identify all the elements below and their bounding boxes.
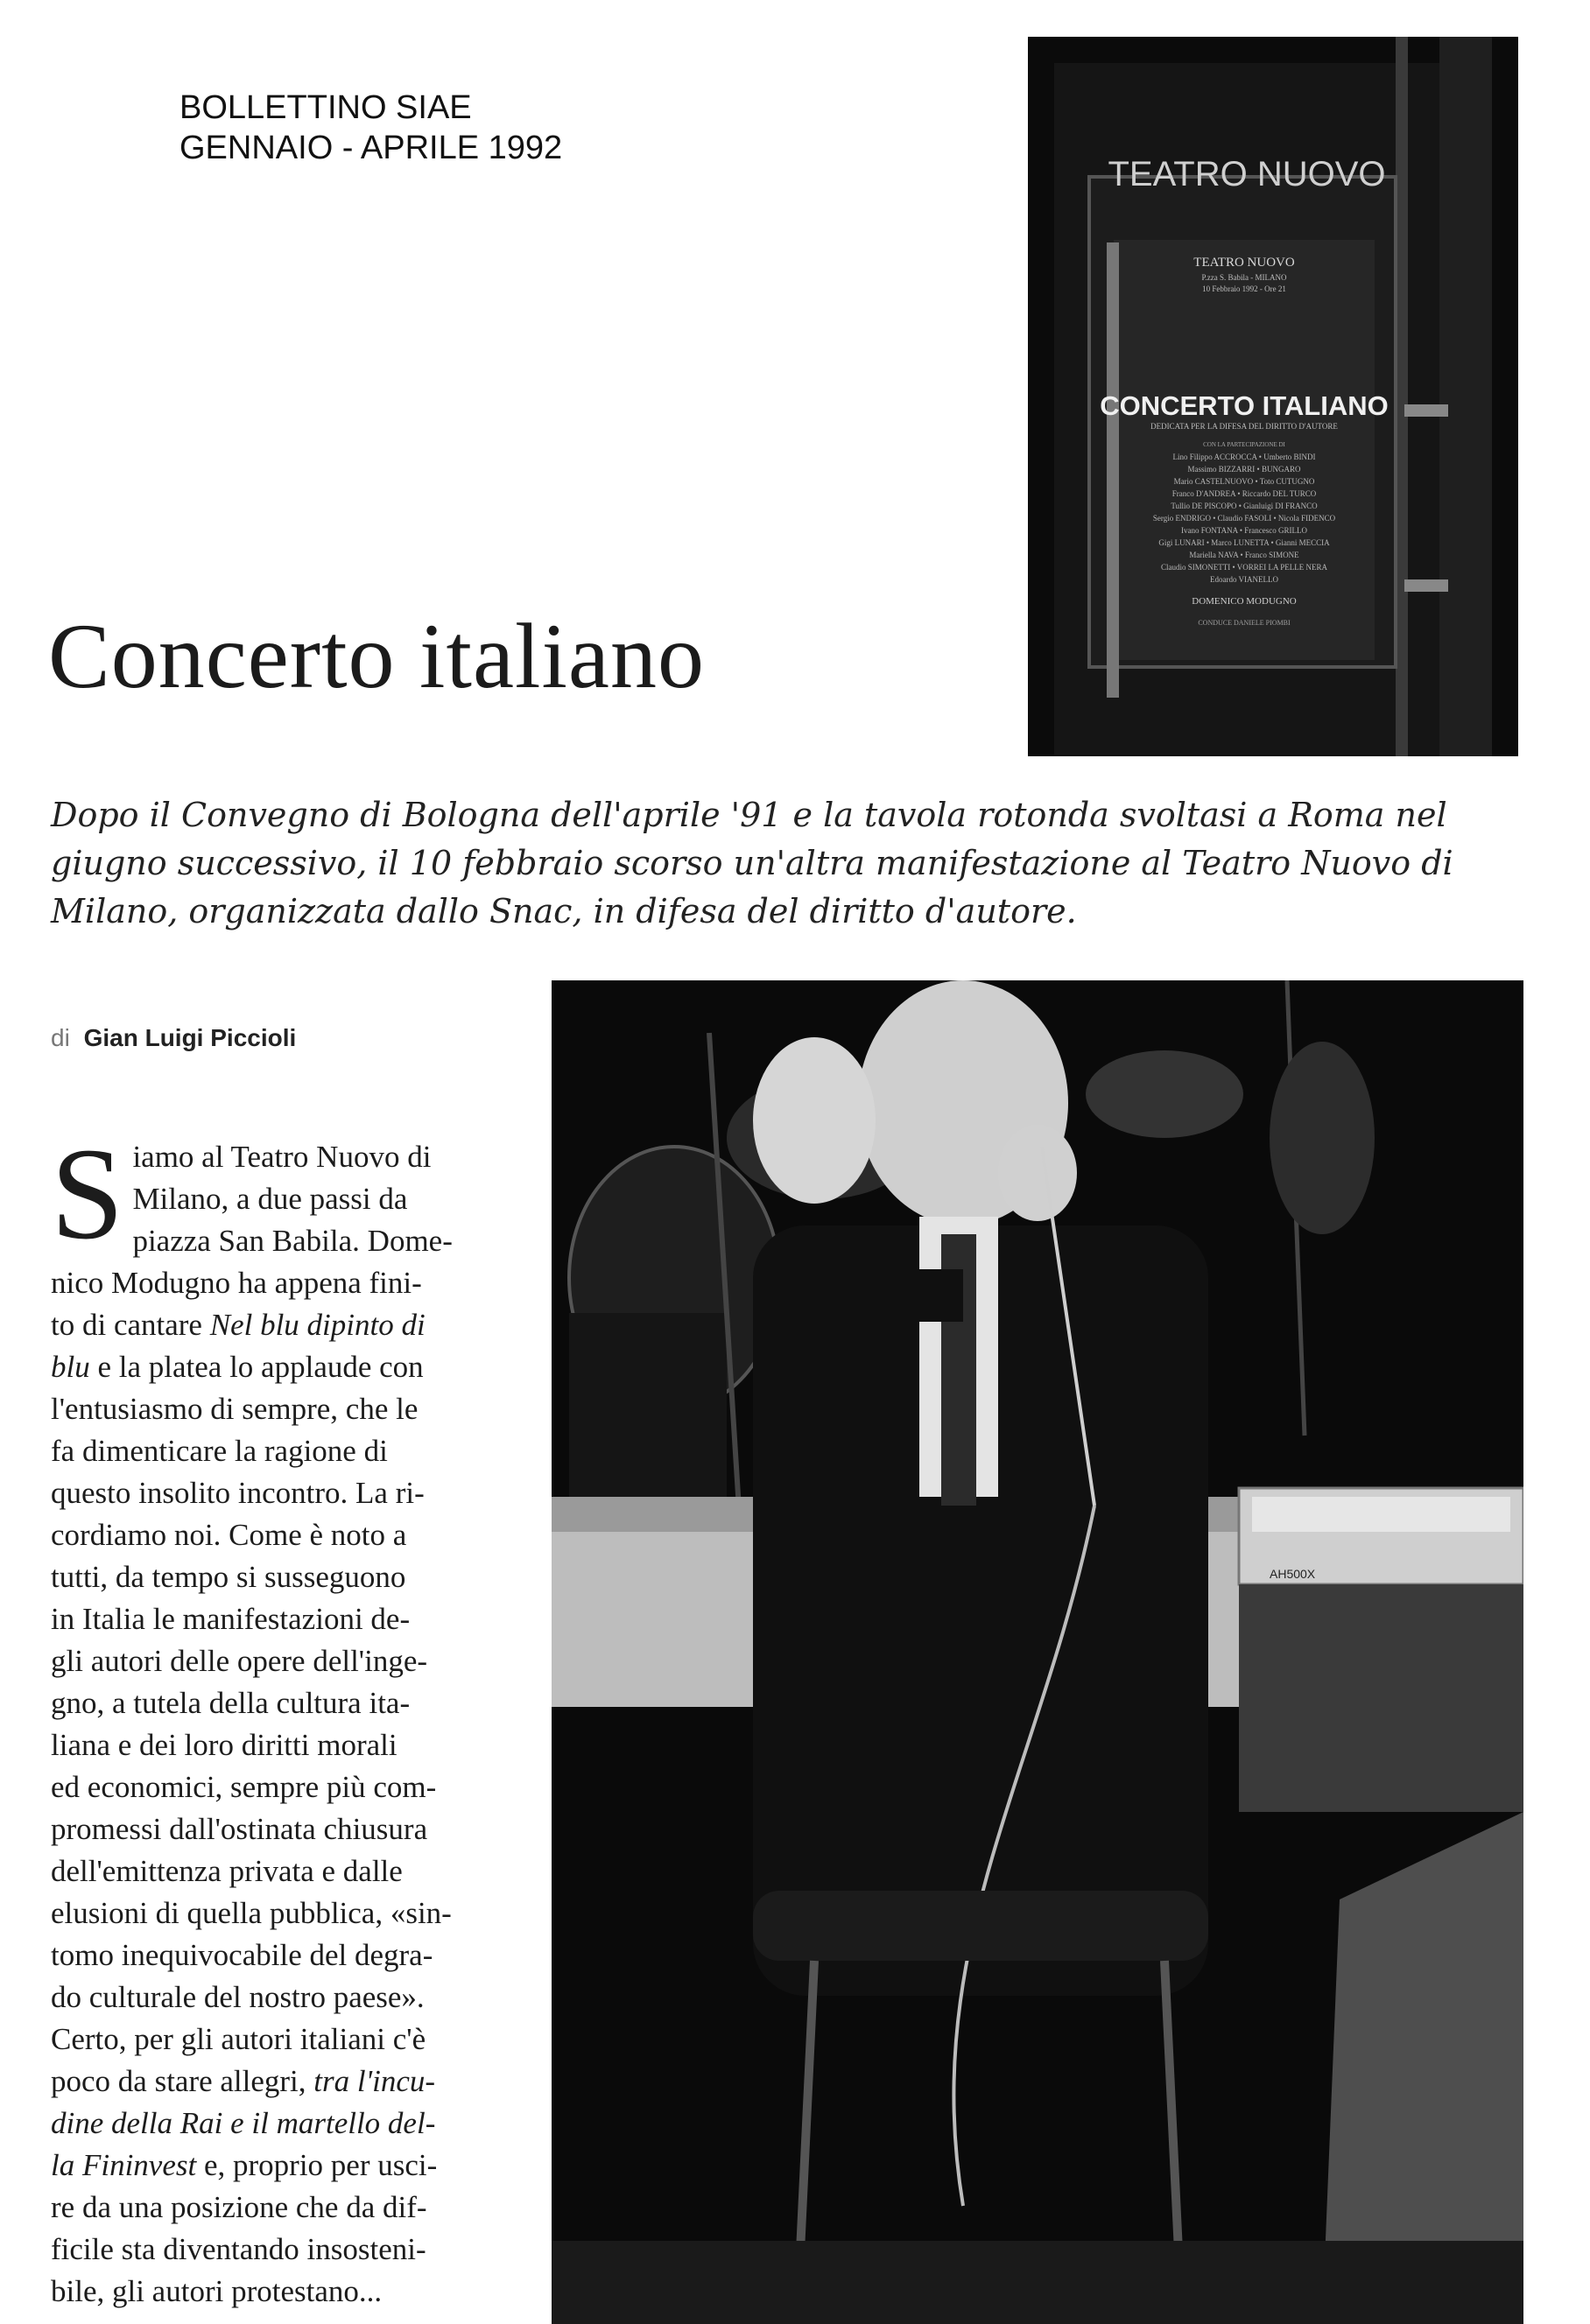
- body-line: promessi dall'ostinata chiusura: [51, 1812, 428, 1846]
- body-line: re da una posizione che da dif-: [51, 2190, 427, 2224]
- header: [179, 88, 562, 168]
- body-line: tomo inequivocabile del degra-: [51, 1938, 433, 1972]
- poster-name-line: Edoardo VIANELLO: [1209, 575, 1279, 584]
- body-line: gno, a tutela della cultura ita-: [51, 1686, 411, 1720]
- poster-name-line: Massimo BIZZARRI • BUNGARO: [1187, 465, 1301, 474]
- poster-participants-intro: CON LA PARTECIPAZIONE DI: [1203, 441, 1285, 448]
- body-line: piazza San Babila. Dome-: [132, 1224, 453, 1258]
- poster-conducts: CONDUCE DANIELE PIOMBI: [1198, 619, 1291, 627]
- body-line: tutti, da tempo si susseguono: [51, 1560, 406, 1594]
- article-body: [51, 1121, 519, 2313]
- body-line: in Italia le manifestazioni de-: [51, 1602, 411, 1636]
- body-line: cordiamo noi. Come è noto a: [51, 1518, 407, 1552]
- body-line-mixed: [51, 2061, 519, 2103]
- italic-phrase: dine della Rai e il martello del-: [51, 2106, 436, 2140]
- poster-name-line: Mario CASTELNUOVO • Toto CUTUGNO: [1173, 477, 1315, 486]
- body-line: do culturale del nostro paese».: [51, 1980, 425, 2014]
- body-text: poco da stare allegri,: [51, 2064, 314, 2098]
- italic-phrase: la Fininvest: [51, 2148, 197, 2182]
- poster-address: P.zza S. Babila - MILANO: [1201, 273, 1287, 282]
- body-line: bile, gli autori protestano...: [51, 2274, 383, 2308]
- poster-scene: [1028, 37, 1518, 756]
- body-line: iamo al Teatro Nuovo di: [132, 1140, 432, 1174]
- poster-date: 10 Febbraio 1992 - Ore 21: [1202, 284, 1286, 293]
- poster-name-line: Ivano FONTANA • Francesco GRILLO: [1181, 526, 1307, 535]
- body-line: questo insolito incontro. La ri-: [51, 1476, 425, 1510]
- byline: [51, 1024, 296, 1052]
- song-title-end: blu: [51, 1350, 90, 1384]
- body-text: e, proprio per usci-: [196, 2148, 438, 2182]
- poster-venue: TEATRO NUOVO: [1193, 256, 1295, 270]
- body-line: liana e dei loro diritti morali: [51, 1728, 398, 1762]
- article-title: Concerto italiano: [48, 605, 705, 707]
- publication-date: GENNAIO - APRILE 1992: [179, 130, 563, 166]
- body-line: nico Modugno ha appena fini-: [51, 1266, 422, 1300]
- body-line: fa dimenticare la ragione di: [51, 1434, 388, 1468]
- poster-sign: TEATRO NUOVO: [1108, 155, 1386, 193]
- poster-name-line: Tullio DE PISCOPO • Gianluigi DI FRANCO: [1171, 502, 1318, 510]
- stage-scene: [552, 980, 1523, 2324]
- body-line: ed economici, sempre più com-: [51, 1770, 437, 1804]
- poster-name-line: Gigi LUNARI • Marco LUNETTA • Gianni MECCIA: [1158, 538, 1330, 547]
- poster-name-line: Mariella NAVA • Franco SIMONE: [1189, 551, 1299, 559]
- song-title: Nel blu dipinto di: [209, 1308, 426, 1342]
- body-line: gli autori delle opere dell'inge-: [51, 1644, 428, 1678]
- stage-photo: [552, 980, 1523, 2324]
- poster-special: DOMENICO MODUGNO: [1192, 596, 1297, 607]
- body-line: Certo, per gli autori italiani c'è: [51, 2022, 426, 2056]
- italic-phrase: tra l'incu-: [313, 2064, 436, 2098]
- poster-subline: DEDICATA PER LA DIFESA DEL DIRITTO D'AUTORE: [1150, 422, 1338, 431]
- body-line: dell'emittenza privata e dalle: [51, 1854, 403, 1888]
- article-lede: Dopo il Convegno di Bologna dell'aprile '91 e la tavola rotonda svoltasi a Roma nel giugno successivo, il 10 febbraio scorso un'altra manifestazione al Teatro Nuovo di Milano, organizzata dallo Snac, in difesa del diritto d'autore.: [51, 796, 1453, 930]
- body-line: [51, 2103, 519, 2145]
- drop-cap: S: [51, 1121, 124, 1267]
- body-text: e la platea lo applaude con: [89, 1350, 424, 1384]
- body-line-mixed: [51, 1346, 519, 1388]
- byline-prefix: di: [51, 1024, 70, 1051]
- poster-headline: CONCERTO ITALIANO: [1100, 390, 1389, 421]
- poster-name-line: Lino Filippo ACCROCCA • Umberto BINDI: [1172, 453, 1316, 461]
- poster-name-line: Sergio ENDRIGO • Claudio FASOLI • Nicola FIDENCO: [1152, 514, 1336, 523]
- theatre-poster-photo: [1028, 37, 1518, 756]
- body-line: l'entusiasmo di sempre, che le: [51, 1392, 419, 1426]
- body-line: elusioni di quella pubblica, «sin-: [51, 1896, 452, 1930]
- equipment-label: AH500X: [1270, 1567, 1316, 1581]
- publication-name: BOLLETTINO SIAE: [179, 89, 472, 126]
- body-line-mixed: [51, 2145, 519, 2187]
- body-text: to di cantare: [51, 1308, 210, 1342]
- body-line-mixed: [51, 1304, 519, 1346]
- poster-name-line: Claudio SIMONETTI • VORREI LA PELLE NERA: [1161, 563, 1327, 572]
- body-line: Milano, a due passi da: [132, 1182, 408, 1216]
- body-line: ficile sta diventando insosteni-: [51, 2232, 426, 2266]
- byline-author: Gian Luigi Piccioli: [83, 1024, 297, 1051]
- poster-name-line: Franco D'ANDREA • Riccardo DEL TURCO: [1171, 489, 1317, 498]
